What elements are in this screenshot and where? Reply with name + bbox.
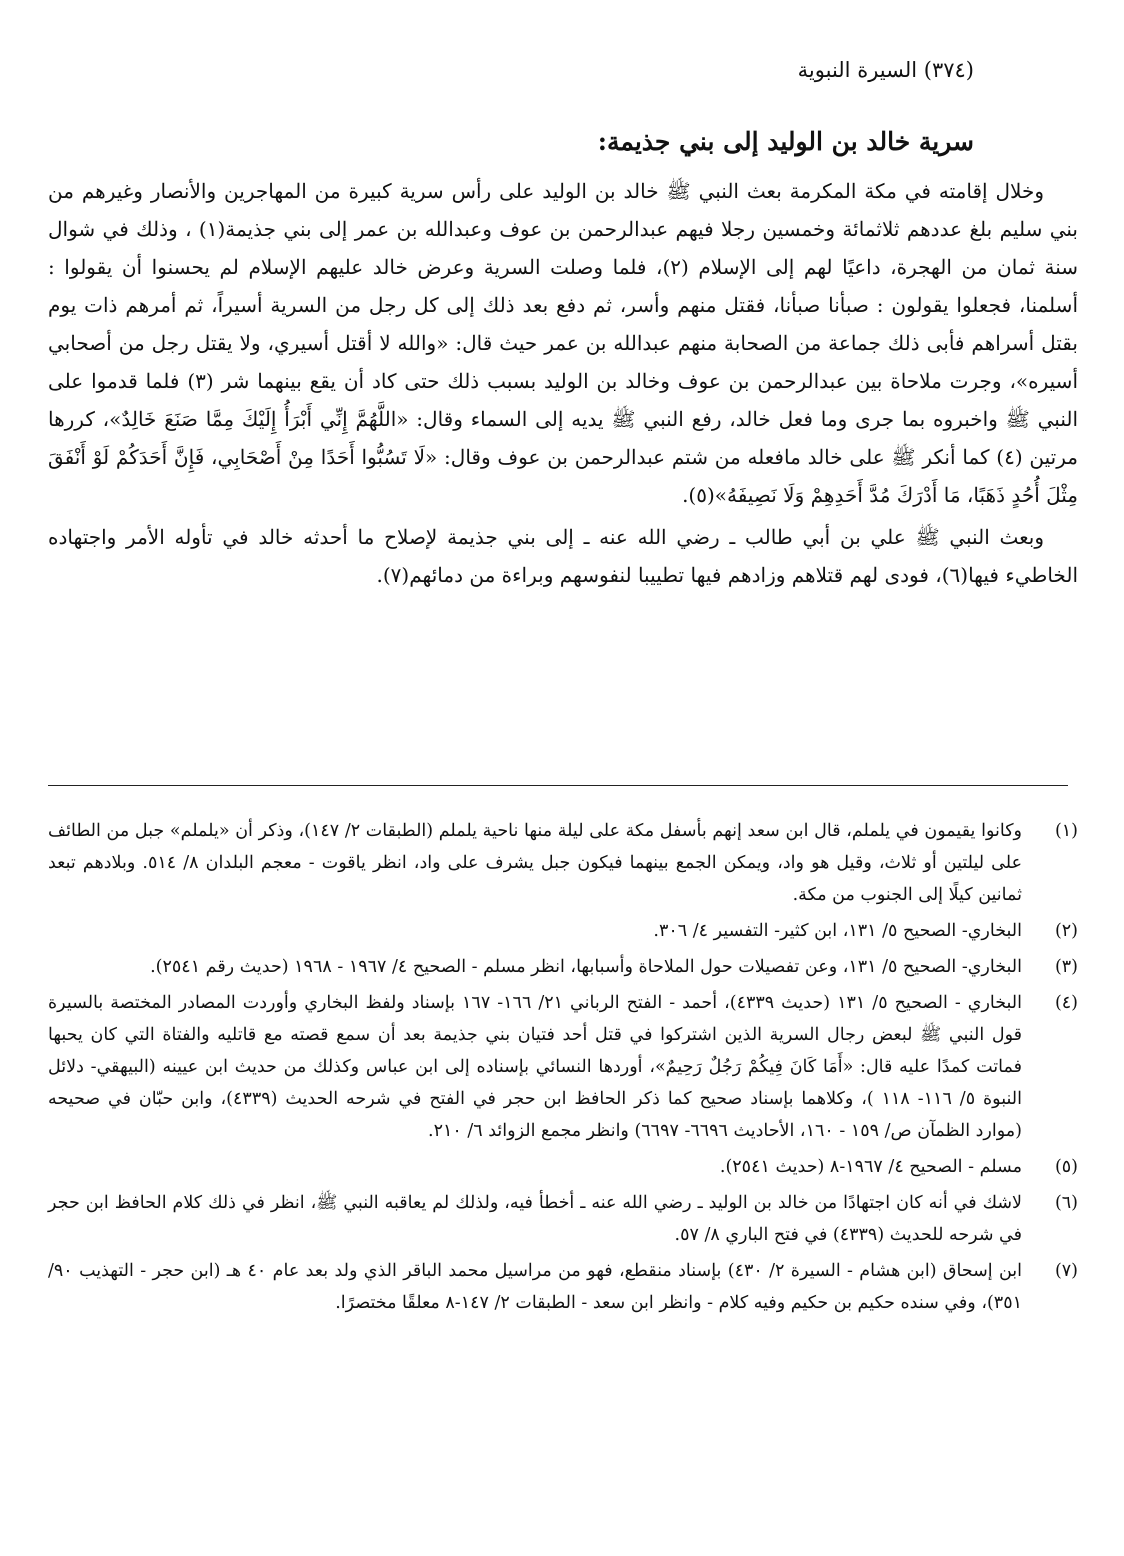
section-title: سرية خالد بن الوليد إلى بني جذيمة: bbox=[597, 127, 974, 156]
footnote-number: (٦) bbox=[1054, 1193, 1078, 1213]
footnote-text: لاشك في أنه كان اجتهادًا من خالد بن الوليد ـ رضي الله عنه ـ أخطأ فيه، ولذلك لم يعاقبه النبي ﷺ، انظر في ذلك كلام الحافظ ابن حجر في شرحه للحديث (٤٣٣٩) في فتح الباري ٨/ ٥٧. bbox=[48, 1193, 1022, 1245]
footnote-text: البخاري- الصحيح ٥/ ١٣١، ابن كثير- التفسير ٤/ ٣٠٦. bbox=[653, 921, 1022, 941]
footnote-text: ابن إسحاق (ابن هشام - السيرة ٢/ ٤٣٠) بإسناد منقطع، فهو من مراسيل محمد الباقر الذي ولد بعد عام ٤٠ هـ (ابن حجر - التهذيب ٩٠/ ٣٥١)، وفي سنده حكيم بن حكيم وفيه كلام - وانظر ابن سعد - الطبقات ٢/ ١٤٧-٨ معلقًا مختصرًا. bbox=[48, 1261, 1023, 1313]
paragraph: وبعث النبي ﷺ علي بن أبي طالب ـ رضي الله عنه ـ إلى بني جذيمة لإصلاح ما أحدثه خالد في تأوله الأمر واجتهاده الخاطيء فيها(٦)، فودى لهم قتلاهم وزادهم فيها تطييبا لنفوسهم وبراءة من دمائهم(٧). bbox=[48, 525, 1078, 587]
footnote bbox=[48, 987, 1078, 1147]
paragraph: وخلال إقامته في مكة المكرمة بعث النبي ﷺ خالد بن الوليد على رأس سرية كبيرة من المهاجرين والأنصار وغيرهم من بني سليم بلغ عددهم ثلاثمائة وخمسين رجلا فيهم عبدالرحمن بن عوف وعبدالله بن عمر إلى بني جذيمة(١) ، وذلك في شوال سنة ثمان من الهجرة، داعيًا لهم إلى الإسلام (٢)، فلما وصلت السرية وعرض خالد عليهم الإسلام لم يحسنوا أن يقولوا : أسلمنا، فجعلوا يقولون : صبأنا صبأنا، فقتل منهم وأسر، ثم دفع بعد ذلك إلى كل رجل من السرية أسيراً، ثم أمرهم ذات يوم بقتل أسراهم فأبى ذلك جماعة من الصحابة منهم عبدالله بن عمر حيث قال: «والله لا أقتل أسيري، ولا يقتل رجل من أصحابي أسيره»، وجرت ملاحاة بين عبدالرحمن بن عوف وخالد بن الوليد بسبب ذلك حتى كاد أن يقع بينهما شر (٣) فلما قدموا على النبي ﷺ واخبروه بما جرى وما فعل خالد، رفع النبي ﷺ يديه إلى السماء وقال: «اللَّهُمَّ إِنِّي أَبْرَأُ إِلَيْكَ مِمَّا صَنَعَ خَالِدٌ»، كررها مرتين (٤) كما أنكر ﷺ على خالد مافعله من شتم عبدالرحمن بن عوف وقال: «لَا تَسُبُّوا أَحَدًا مِنْ أَصْحَابِي، فَإِنَّ أَحَدَكُمْ لَوْ أَنْفَقَ مِثْلَ أُحُدٍ ذَهَبًا، مَا أَدْرَكَ مُدَّ أَحَدِهِمْ وَلَا نَصِيفَهُ»(٥). bbox=[48, 179, 1078, 507]
footnote-number: (٣) bbox=[1054, 957, 1078, 977]
footnote-number: (٥) bbox=[1054, 1157, 1078, 1177]
footnote bbox=[48, 1255, 1078, 1319]
footnote bbox=[48, 815, 1078, 911]
footnote bbox=[48, 1151, 1078, 1183]
footnote-number: (٧) bbox=[1054, 1261, 1078, 1281]
footnote-separator bbox=[48, 785, 1068, 786]
footnote bbox=[48, 915, 1078, 947]
footnote-text: البخاري- الصحيح ٥/ ١٣١، وعن تفصيلات حول الملاحاة وأسبابها، انظر مسلم - الصحيح ٤/ ١٩٦٧ - ١٩٦٨ (حديث رقم ٢٥٤١). bbox=[150, 957, 1022, 977]
footnote-text: البخاري - الصحيح ٥/ ١٣١ (حديث ٤٣٣٩)، أحمد - الفتح الرباني ٢١/ ١٦٦- ١٦٧ بإسناد ولفظ البخاري وأوردت المصادر المختصة بالسيرة قول النبي ﷺ لبعض رجال السرية الذين اشتركوا في قتل أحد فتيان بني جذيمة بعد أن سمع قصته مع قاتليه والفتاة التي كان يحبها فماتت كمدًا عليه قال: «أَمَا كَانَ فِيكُمْ رَجُلٌ رَحِيمٌ»، أوردها النسائي بإسناده إلى ابن عباس وكذلك من حديث ابن عيينه (البيهقي- دلائل النبوة ٥/ ١١٦- ١١٨ )، وكلاهما بإسناد صحيح كما ذكر الحافظ ابن حجر في الفتح في شرحه الحديث (٤٣٣٩)، وابن حبّان في صحيحه (موارد الظمآن ص/ ١٥٩ - ١٦٠، الأحاديث ٦٦٩٦- ٦٦٩٧) وانظر مجمع الزوائد ٦/ ٢١٠. bbox=[48, 993, 1023, 1141]
footnote bbox=[48, 951, 1078, 983]
footnotes bbox=[48, 815, 1078, 1323]
footnote-number: (٤) bbox=[1054, 993, 1078, 1013]
footnote-number: (٢) bbox=[1054, 921, 1078, 941]
running-header: (٣٧٤) السيرة النبوية bbox=[797, 58, 974, 82]
footnote bbox=[48, 1187, 1078, 1251]
footnote-number: (١) bbox=[1054, 821, 1078, 841]
footnote-text: وكانوا يقيمون في يلملم، قال ابن سعد إنهم بأسفل مكة على ليلة منها ناحية يلملم (الطبقات ٢/ ١٤٧)، وذكر أن «يلملم» جبل من الطائف على ليلتين أو ثلاث، وقيل هو واد، ويمكن الجمع بينهما فيكون جبل يشرف على واد، انظر ياقوت - معجم البلدان ٨/ ٥١٤. وبلادهم تبعد ثمانين كيلًا إلى الجنوب من مكة. bbox=[48, 821, 1023, 905]
footnote-text: مسلم - الصحيح ٤/ ١٩٦٧-٨ (حديث ٢٥٤١). bbox=[719, 1157, 1022, 1177]
main-text bbox=[48, 172, 1078, 598]
